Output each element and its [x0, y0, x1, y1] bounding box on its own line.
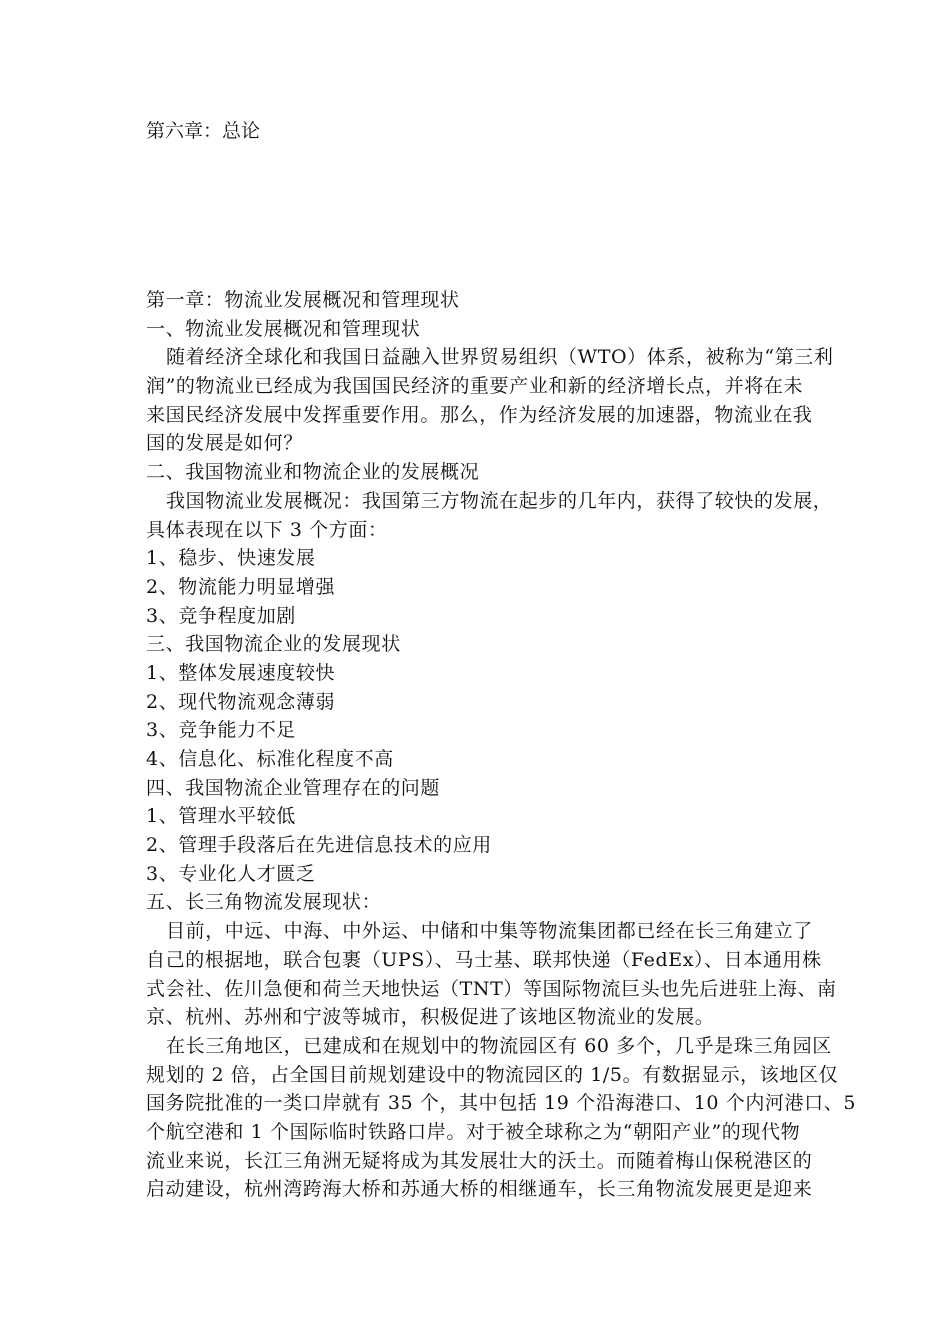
- text-line: 具体表现在以下 3 个方面：: [146, 518, 388, 541]
- text-line: 京、杭州、苏州和宁波等城市，积极促进了该地区物流业的发展。: [146, 1006, 715, 1029]
- text-line: 润”的物流业已经成为我国国民经济的重要产业和新的经济增长点，并将在未: [146, 375, 804, 398]
- text-line: 1、管理水平较低: [146, 805, 296, 828]
- text-line: 第一章：物流业发展概况和管理现状: [146, 289, 460, 311]
- text-line: 国的发展是如何？: [146, 432, 303, 455]
- text-line: 在长三角地区，已建成和在规划中的物流园区有 60 多个，几乎是珠三角园区: [166, 1034, 832, 1057]
- text-line: 我国物流业发展概况：我国第三方物流在起步的几年内，获得了较快的发展，: [166, 489, 833, 512]
- text-line: 一、物流业发展概况和管理现状: [146, 317, 421, 340]
- text-line: 四、我国物流企业管理存在的问题: [146, 776, 441, 799]
- text-line: 1、整体发展速度较快: [146, 661, 336, 684]
- document-body: [146, 286, 857, 1204]
- text-line: 2、物流能力明显增强: [146, 575, 336, 598]
- text-line: 二、我国物流业和物流企业的发展概况: [146, 461, 480, 484]
- text-line: 3、竞争程度加剧: [146, 604, 296, 627]
- text-line: 自己的根据地，联合包裹（UPS）、马士基、联邦快递（FedEx）、日本通用株: [146, 948, 822, 971]
- text-line: 2、现代物流观念薄弱: [146, 690, 336, 713]
- text-line: 个航空港和 1 个国际临时铁路口岸。对于被全球称之为“朝阳产业”的现代物: [146, 1120, 801, 1143]
- text-line: 4、信息化、标准化程度不高: [146, 748, 394, 770]
- text-line: 随着经济全球化和我国日益融入世界贸易组织（WTO）体系，被称为“第三利: [166, 346, 834, 369]
- text-line: 流业来说，长江三角洲无疑将成为其发展壮大的沃土。而随着梅山保税港区的: [146, 1149, 813, 1172]
- text-line: 启动建设，杭州湾跨海大桥和苏通大桥的相继通车，长三角物流发展更是迎来: [146, 1178, 813, 1201]
- text-line: 三、我国物流企业的发展现状: [146, 633, 401, 656]
- text-line: 规划的 2 倍，占全国目前规划建设中的物流园区的 1/5。有数据显示，该地区仅: [146, 1063, 839, 1086]
- text-line: 五、长三角物流发展现状：: [146, 891, 382, 914]
- text-line: 国务院批准的一类口岸就有 35 个，其中包括 19 个沿海港口、10 个内河港口、5: [146, 1092, 857, 1115]
- text-line: 3、竞争能力不足: [146, 719, 296, 742]
- text-line: 3、专业化人才匮乏: [146, 862, 316, 885]
- page-title: 第六章：总论: [146, 120, 261, 142]
- text-line: 2、管理手段落后在先进信息技术的应用: [146, 834, 492, 857]
- text-line: 目前，中远、中海、中外运、中储和中集等物流集团都已经在长三角建立了: [166, 920, 813, 943]
- text-line: 式会社、佐川急便和荷兰天地快运（TNT）等国际物流巨头也先后进驻上海、南: [146, 977, 837, 1000]
- text-line: 1、稳步、快速发展: [146, 547, 316, 570]
- text-line: 来国民经济发展中发挥重要作用。那么，作为经济发展的加速器，物流业在我: [146, 403, 813, 426]
